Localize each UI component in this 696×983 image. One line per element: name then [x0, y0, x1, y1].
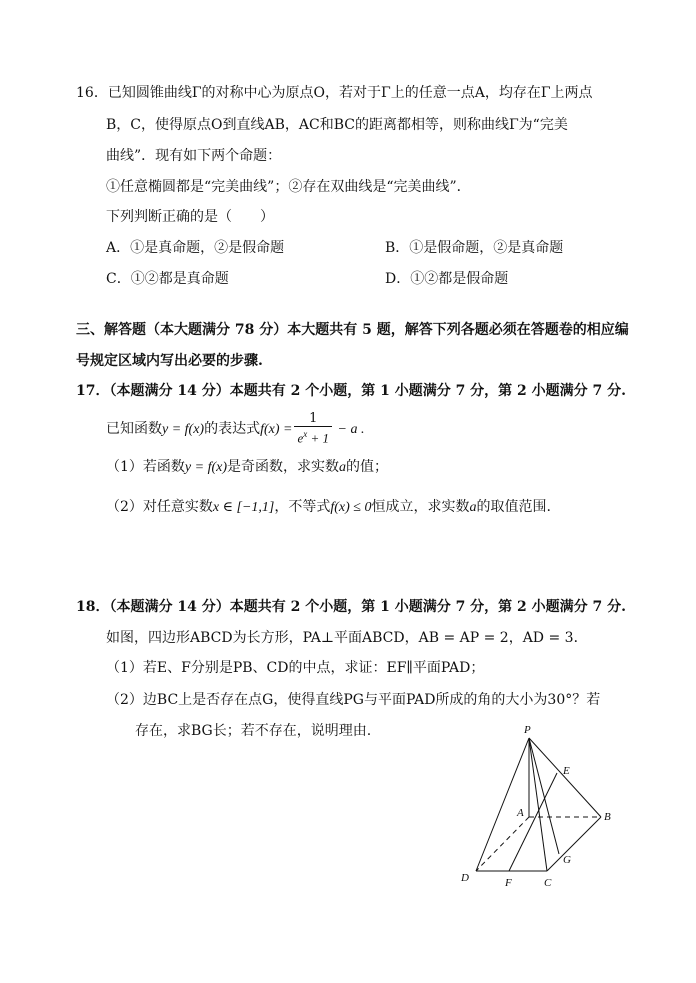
q17-part-1 [106, 457, 388, 478]
q18-line-1: 如图，四边形ABCD为长方形，PA⊥平面ABCD，AB = AP = 2，AD = 3． [106, 630, 588, 646]
label-b: B [604, 811, 611, 823]
pyramid-figure [450, 718, 630, 896]
q17-variable: a [339, 460, 347, 475]
q17-text: 恒成立，求实数 [371, 499, 470, 515]
fraction-addend: + 1 [307, 430, 330, 446]
q17-text: ，不等式 [274, 499, 331, 515]
q17-expression-tail: − a . [334, 422, 365, 437]
q17-function: y = f(x) [184, 460, 228, 475]
edge-pb [529, 738, 601, 817]
q17-text: 已知函数 [106, 421, 162, 437]
q16-line-2: B，C，使得原点O到直线AB，AC和BC的距离都相等，则称曲线Γ为“完美 [106, 117, 568, 133]
label-g: G [563, 854, 571, 866]
q16-line-4: ①任意椭圆都是“完美曲线”；②存在双曲线是“完美曲线”． [106, 179, 471, 195]
q17-text: 的表达式 [204, 421, 261, 437]
q18-part-2-line-1: （2）边BC上是否存在点G，使得直线PG与平面PAD所成的角的大小为30°？若 [106, 692, 601, 708]
q17-line-1 [106, 412, 364, 447]
label-e: E [563, 765, 570, 777]
edge-pg [529, 738, 559, 854]
edge-cb [547, 817, 601, 871]
q17-text: 是奇函数，求实数 [227, 459, 340, 475]
q17-function: y = f(x) [162, 422, 205, 437]
label-a: A [517, 807, 524, 819]
edge-pd [476, 738, 529, 871]
fraction-denominator [294, 426, 332, 445]
q17-text: 的取值范围. [476, 499, 551, 515]
label-c: C [544, 877, 552, 889]
q16-line-5: 下列判断正确的是（ ） [106, 209, 274, 225]
fraction-base: e [297, 430, 304, 446]
q16-option-a: A．①是真命题，②是假命题 [106, 240, 285, 256]
section3-line-2: 号规定区域内写出必要的步骤. [76, 353, 263, 369]
q17-heading: 17．（本题满分 14 分）本题共有 2 个小题，第 1 小题满分 7 分，第 2 小题满分 7 分. [76, 383, 627, 399]
q16-line-1: 16．已知圆锥曲线Γ的对称中心为原点O，若对于Γ上的任意一点A，均存在Γ上两点 [76, 85, 593, 101]
label-d: D [461, 872, 469, 884]
label-f: F [505, 877, 512, 889]
q18-part-2-line-2: 存在，求BG长；若不存在，说明理由. [135, 723, 372, 739]
section3-line-1: 三、解答题（本大题满分 78 分）本大题共有 5 题，解答下列各题必须在答题卷的相应编 [76, 322, 629, 338]
q17-interval: x ∈ [−1,1] [212, 500, 275, 515]
q17-fraction [294, 412, 332, 445]
q16-option-d: D．①②都是假命题 [385, 271, 509, 287]
q17-part-2 [106, 497, 551, 518]
q17-inequality: f(x) ≤ 0 [330, 500, 372, 515]
edge-ad-hidden [476, 817, 529, 871]
fraction-exponent: x [303, 429, 308, 440]
fraction-numerator: 1 [309, 411, 318, 427]
label-p: P [524, 724, 531, 736]
edge-pc [529, 738, 547, 871]
q18-part-1: （1）若E、F分别是PB、CD的中点，求证：EF∥平面PAD； [106, 660, 485, 676]
q17-variable: a [469, 500, 477, 515]
q18-heading: 18．（本题满分 14 分）本题共有 2 个小题，第 1 小题满分 7 分，第 2 小题满分 7 分. [76, 599, 627, 615]
segment-ef [509, 773, 557, 871]
q17-text: （1）若函数 [106, 459, 185, 475]
q17-text: （2）对任意实数 [106, 499, 213, 515]
q16-option-b: B．①是假命题，②是真命题 [385, 240, 564, 256]
q16-option-c: C．①②都是真命题 [106, 271, 229, 287]
q17-text: 的值； [346, 459, 389, 475]
q17-expression: f(x) = [260, 422, 293, 437]
q16-line-3: 曲线”．现有如下两个命题： [106, 148, 282, 164]
